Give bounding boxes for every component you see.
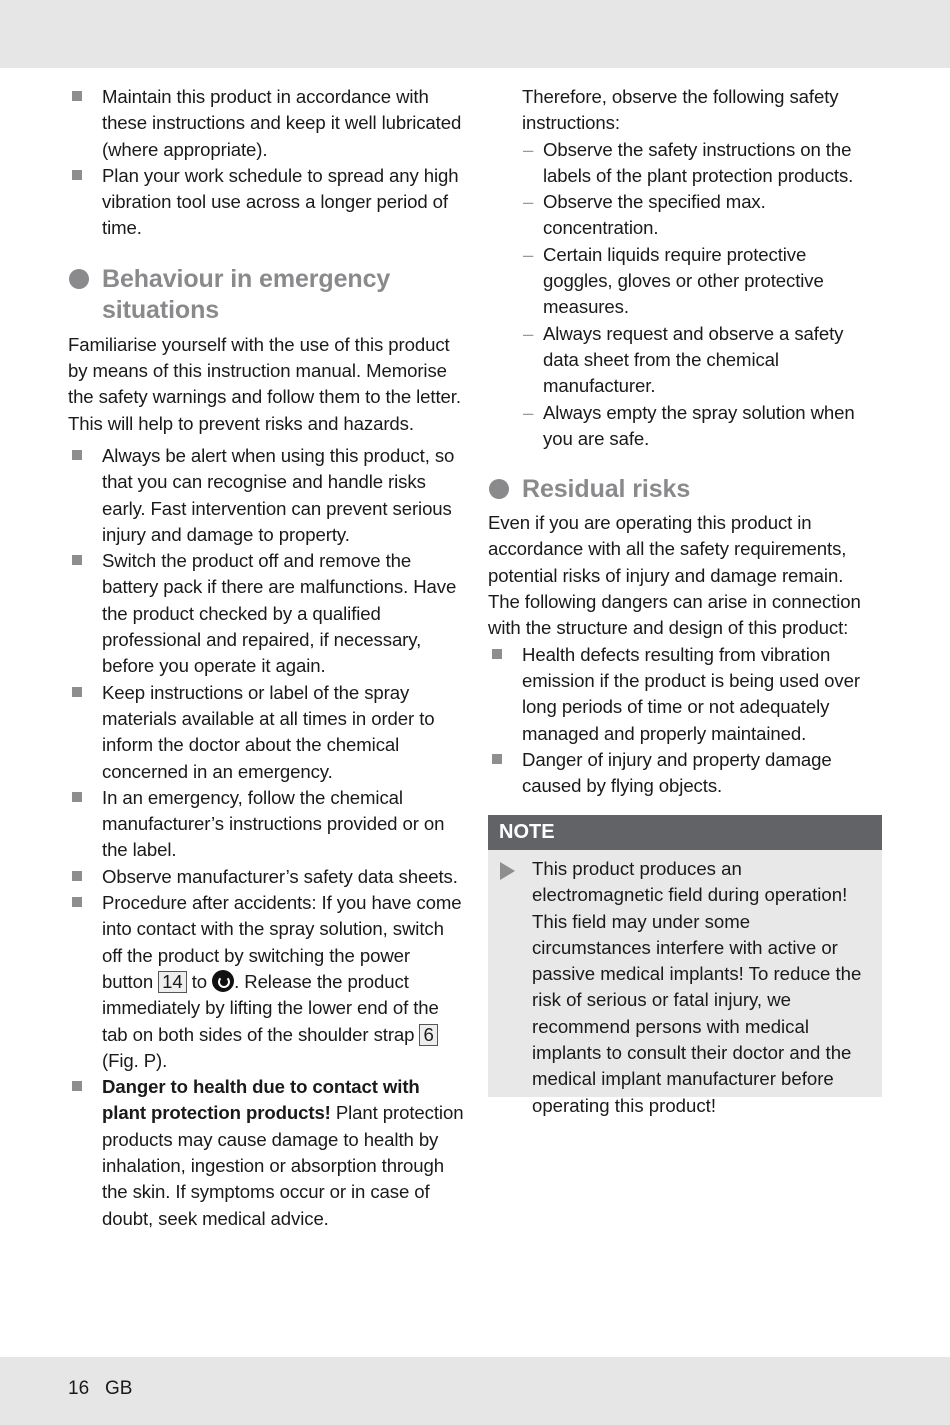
paragraph: Therefore, observe the following safety instructions: xyxy=(522,86,839,134)
list-item: Always be alert when using this product, so that you can recognise and handle risks early. Fast intervention can prevent serious injury and damage to property. xyxy=(68,443,464,548)
footer-band xyxy=(0,1357,950,1425)
list-item-procedure: Procedure after accidents: If you have come into contact with the spray solution, switch off the product by switching the power button 14 to . Release the product immediately by lifting the lower end of the tab on both sides of the shoulder strap 6 (Fig. P). xyxy=(68,890,464,1074)
circle-bullet-icon xyxy=(489,479,509,499)
paragraph: Familiarise yourself with the use of this product by means of this instruction manual. Memorise the safety warnings and follow them to the letter. This will help to prevent risks and hazards. xyxy=(68,333,461,434)
left-column xyxy=(68,84,464,1232)
section-heading-residual-risks: Residual risks xyxy=(488,474,868,505)
header-band xyxy=(0,0,950,68)
list-item: Keep instructions or label of the spray materials available at all times in order to inform the doctor about the chemical concerned in an emergency. xyxy=(68,680,464,785)
list-item: – Certain liquids require protective goggles, gloves or other protective measures. xyxy=(522,242,868,321)
list-item: – Observe the safety instructions on the labels of the plant protection products. xyxy=(522,137,868,190)
right-column xyxy=(488,84,868,799)
reference-box: 6 xyxy=(419,1024,437,1046)
page-footer xyxy=(68,1378,132,1400)
residual-bullet-list xyxy=(488,642,868,800)
paragraph: Even if you are operating this product in accordance with all the safety requirements, potential risks of injury and damage remain. The following dangers can arise in connection with the structure and design of this product: xyxy=(488,512,861,639)
list-item: – Observe the specified max. concentration. xyxy=(522,189,868,242)
language-code: GB xyxy=(104,1378,133,1399)
list-item: Switch the product off and remove the battery pack if there are malfunctions. Have the product checked by a qualified professional and repaired, if necessary, before you operate it again. xyxy=(68,548,464,679)
triangle-arrow-icon xyxy=(500,862,515,880)
list-item-danger: Danger to health due to contact with plant protection products! Plant protection products may cause damage to health by inhalation, ingestion or absorption through the skin. If symptoms occur or in case of doubt, seek medical advice. xyxy=(68,1074,464,1232)
list-item: Maintain this product in accordance with these instructions and keep it well lubricated (where appropriate). xyxy=(68,84,464,163)
dash-list xyxy=(488,137,868,453)
emergency-bullet-list xyxy=(68,443,464,1232)
list-item: Observe manufacturer’s safety data sheets. xyxy=(68,864,464,890)
note-title: NOTE xyxy=(488,815,882,850)
note-box xyxy=(488,815,882,1116)
section-heading-emergency: Behaviour in emergency situations xyxy=(68,264,464,326)
list-item: In an emergency, follow the chemical manufacturer’s instructions provided or on the label. xyxy=(68,785,464,864)
page-number: 16 xyxy=(68,1378,90,1399)
list-item: – Always request and observe a safety data sheet from the chemical manufacturer. xyxy=(522,321,868,400)
list-item: Danger of injury and property damage caused by flying objects. xyxy=(488,747,868,800)
power-off-icon xyxy=(212,970,234,992)
reference-box: 14 xyxy=(158,971,186,993)
circle-bullet-icon xyxy=(69,269,89,289)
list-item: Health defects resulting from vibration emission if the product is being used over long periods of time or not adequately managed and properly maintained. xyxy=(488,642,868,747)
note-text: This product produces an electromagnetic field during operation! This field may under some circumstances interfere with active or passive medical implants! To reduce the risk of serious or fatal injury, we recommend persons with medical implants to consult their doctor and the medical implant manufacturer before operating this product! xyxy=(532,858,862,1116)
list-item: – Always empty the spray solution when you are safe. xyxy=(522,400,868,453)
list-item: Plan your work schedule to spread any high vibration tool use across a longer period of time. xyxy=(68,163,464,242)
intro-bullet-list xyxy=(68,84,464,242)
